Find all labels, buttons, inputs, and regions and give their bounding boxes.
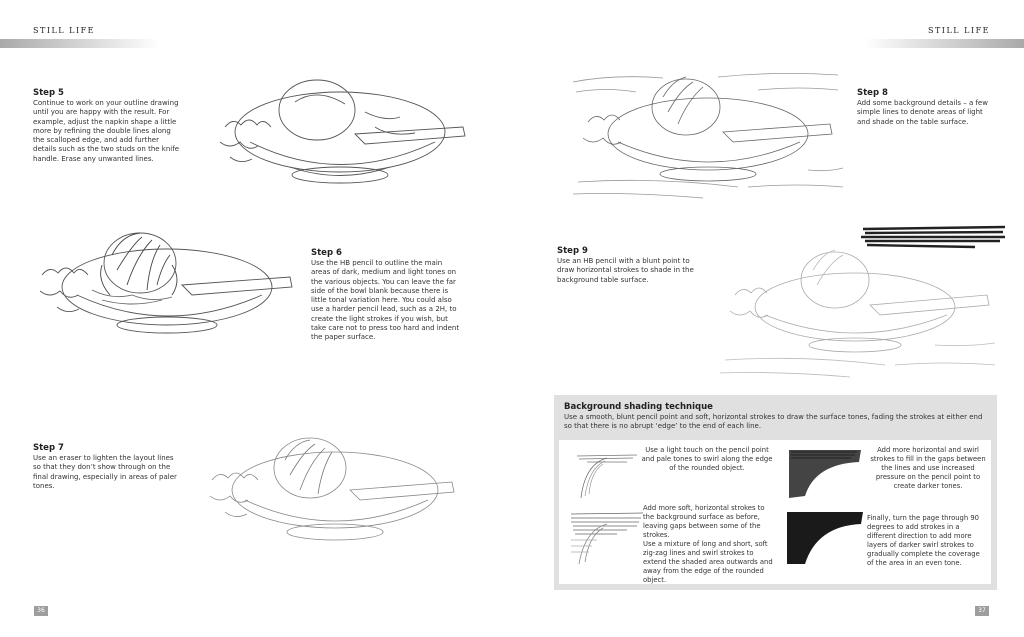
technique-sample-1 [567, 446, 639, 502]
step-5-sketch [205, 72, 470, 187]
step-8-title: Step 8 [857, 88, 888, 98]
step-8-text: Add some background details – a few simple lines to denote areas of light and shade on the table surface. [857, 99, 988, 126]
header-bar-right [864, 39, 1024, 48]
running-header-left: STILL LIFE [33, 26, 96, 35]
technique-text-4: Finally, turn the page through 90 degrees to add strokes in a different direction to add more layers of darker swirl strokes to gradually complete the coverage of the area in an even tone. [867, 514, 980, 567]
step-7-title: Step 7 [33, 443, 64, 453]
step-9 [557, 246, 697, 285]
step-5 [33, 88, 183, 164]
step-5-title: Step 5 [33, 88, 64, 98]
technique-title: Background shading technique [564, 402, 713, 412]
technique-text-2: Add more horizontal and swirl strokes to fill in the gaps between the lines and use increased pressure on the pencil point to create darker tones. [870, 446, 986, 490]
page-number-left: 36 [34, 606, 48, 616]
technique-panel [559, 440, 991, 584]
step-7-text: Use an eraser to lighten the layout lines so that they don’t show through on the final drawing, especially in areas of paler tones. [33, 454, 177, 490]
page-number-right: 37 [975, 606, 989, 616]
running-header-right: STILL LIFE [927, 26, 990, 35]
step-9-text: Use an HB pencil with a blunt point to draw horizontal strokes to shade in the background table surface. [557, 257, 694, 284]
step-8-sketch [568, 62, 848, 202]
step-8 [857, 88, 997, 127]
technique-sample-3 [567, 510, 645, 568]
step-5-text: Continue to work on your outline drawing until you are happy with the result. For example, adjust the napkin shape a little more by refining the double lines along the scalloped edge, and add further details such as the two studs on the knife handle. Erase any unwanted lines. [33, 99, 179, 163]
step-9-title: Step 9 [557, 246, 588, 256]
technique-text-1: Use a light touch on the pencil point and pale tones to swirl along the edge of the rounded object. [641, 446, 773, 472]
background-shading-technique-box [554, 395, 997, 590]
header-bar-left [0, 39, 160, 48]
step-6 [311, 248, 461, 343]
step-6-sketch [32, 225, 297, 340]
step-7-sketch [200, 430, 462, 545]
step-6-text: Use the HB pencil to outline the main areas of dark, medium and light tones on the various objects. You can leave the far side of the bowl blank because there is little tonal variation here. You could also use a harder pencil lead, such as a 2H, to create the light strokes if you wish, but take care not to press too hard and indent the paper surface. [311, 259, 460, 342]
technique-sample-4 [785, 510, 865, 566]
step-9-sketch [715, 225, 1007, 383]
step-6-title: Step 6 [311, 248, 342, 258]
technique-sample-2 [785, 446, 863, 502]
technique-intro: Use a smooth, blunt pencil point and soft, horizontal strokes to draw the surface tones, fading the strokes at either end so that there is no abrupt ‘edge’ to the end of each line. [564, 413, 983, 431]
step-7 [33, 443, 183, 491]
technique-text-3: Add more soft, horizontal strokes to the background surface as before, leaving gaps between some of the strokes. Use a mixture of long and short, soft zig-zag lines and swirl strokes to extend the shaded area outwards and away from the edge of the rounded object. [643, 504, 773, 584]
